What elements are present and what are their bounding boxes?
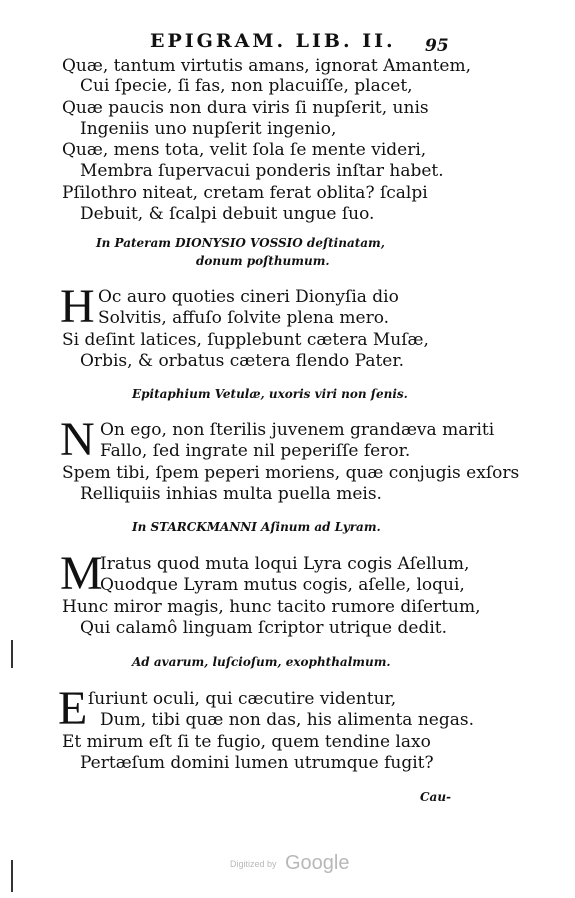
page-edge-mark bbox=[11, 640, 13, 668]
poem1-line-6: Membra ſupervacui ponderis inſtar habet. bbox=[80, 161, 444, 181]
poem1-line-5: Quæ, mens tota, velit ſola ſe mente videri, bbox=[62, 140, 427, 160]
watermark-logo: Google bbox=[284, 852, 350, 874]
poem1-line-4: Ingeniis uno nupſerit ingenio, bbox=[80, 119, 337, 139]
poem5-line-2: Dum, tibi quæ non das, his alimenta negas. bbox=[100, 710, 474, 730]
poem5-initial-capital: E bbox=[58, 682, 88, 735]
poem1-line-1: Quæ, tantum virtutis amans, ignorat Amantem, bbox=[62, 56, 472, 76]
page-edge-mark bbox=[11, 860, 13, 892]
poem2-line-2: Solvitis, affuſo ſolvite plena mero. bbox=[98, 308, 390, 328]
watermark-caption: Digitized by bbox=[230, 858, 277, 869]
poem2-initial-capital: H bbox=[60, 280, 95, 333]
poem2-subtitle: donum poſthumum. bbox=[196, 254, 330, 268]
poem1-line-8: Debuit, & ſcalpi debuit ungue ſuo. bbox=[80, 204, 375, 224]
catchword: Cau- bbox=[420, 790, 452, 804]
poem3-initial-capital: N bbox=[60, 413, 95, 466]
poem1-line-2: Cui ſpecie, ſi fas, non placuiſſe, placet, bbox=[80, 76, 413, 96]
poem4-line-4: Qui calamô linguam ſcriptor utrique dedit. bbox=[80, 618, 448, 638]
poem5-title: Ad avarum, luſcioſum, exophthalmum. bbox=[132, 655, 391, 669]
poem1-line-7: Pſilothro niteat, cretam ferat oblita? ſcalpi bbox=[62, 183, 428, 203]
poem3-line-1: On ego, non ſterilis juvenem grandæva mariti bbox=[100, 420, 495, 440]
poem4-line-1: Iratus quod muta loqui Lyra cogis Aſellum, bbox=[100, 554, 470, 574]
poem3-title: Epitaphium Vetulæ, uxoris viri non ſenis. bbox=[132, 387, 408, 401]
poem4-title: In STARCKMANNI Aſinum ad Lyram. bbox=[132, 520, 381, 534]
poem5-line-1: ſuriunt oculi, qui cæcutire videntur, bbox=[88, 689, 397, 709]
poem4-initial-capital: M bbox=[60, 547, 103, 600]
poem2-line-3: Si deſint latices, ſupplebunt cætera Muſæ, bbox=[62, 330, 429, 350]
running-header: EPIGRAM. LIB. II. bbox=[150, 30, 396, 52]
poem5-line-3: Et mirum eſt ſi te fugio, quem tendine laxo bbox=[62, 732, 431, 752]
poem4-line-2: Quodque Lyram mutus cogis, aſelle, loqui, bbox=[100, 575, 465, 595]
poem3-line-2: Fallo, ſed ingrate nil peperiſſe feror. bbox=[100, 441, 411, 461]
poem2-title: In Pateram DIONYSIO VOSSIO deſtinatam, bbox=[96, 236, 385, 250]
poem3-line-3: Spem tibi, ſpem peperi moriens, quæ conjugis exſors bbox=[62, 463, 520, 483]
page-number: 95 bbox=[425, 36, 449, 56]
digitized-watermark bbox=[230, 852, 349, 875]
poem2-line-4: Orbis, & orbatus cætera flendo Pater. bbox=[80, 351, 405, 371]
poem2-line-1: Oc auro quoties cineri Dionyſia dio bbox=[98, 287, 399, 307]
poem4-line-3: Hunc miror magis, hunc tacito rumore diſertum, bbox=[62, 597, 481, 617]
poem3-line-4: Relliquiis inhias multa puella meis. bbox=[80, 484, 382, 504]
poem1-line-3: Quæ paucis non dura viris ſi nupſerit, unis bbox=[62, 98, 429, 118]
poem5-line-4: Pertæſum domini lumen utrumque fugit? bbox=[80, 753, 434, 773]
